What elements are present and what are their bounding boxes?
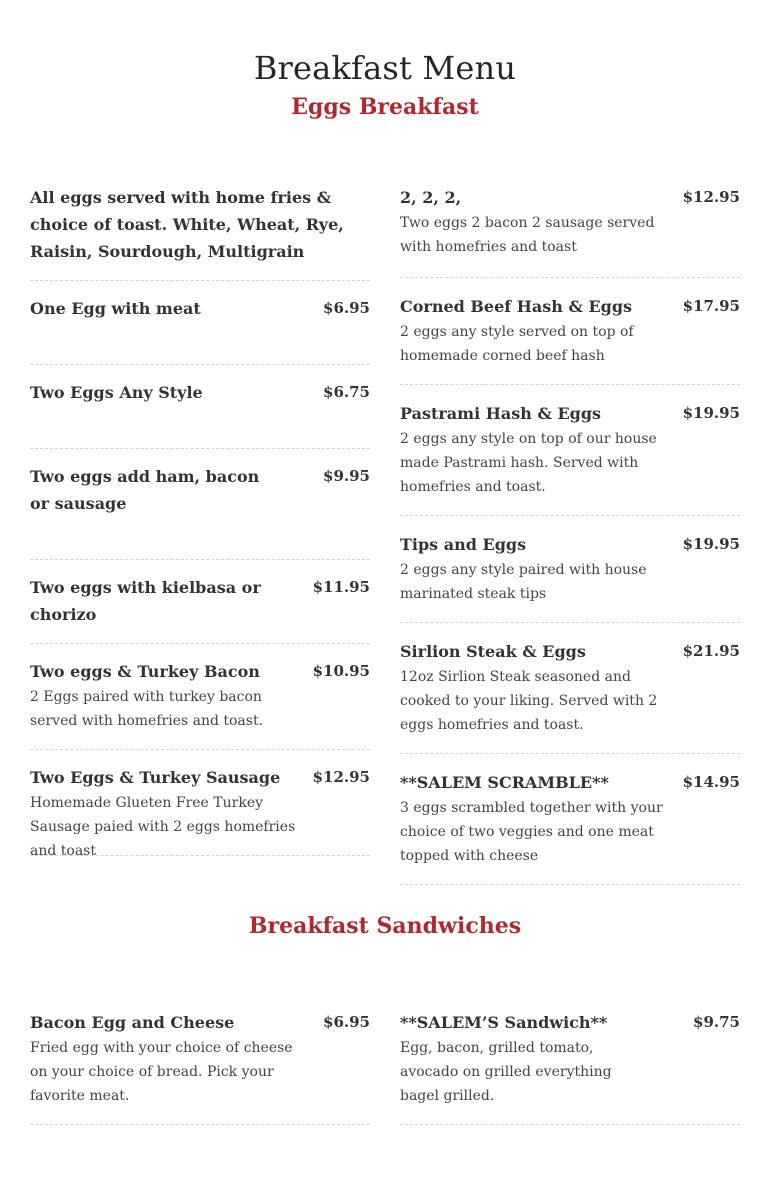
item-description: 3 eggs scrambled together with your choice of two veggies and one meat topped with cheese [400, 800, 663, 864]
item-price: $10.95 [312, 662, 370, 680]
sandwiches-right-column [400, 1009, 740, 1125]
item-name: Corned Beef Hash & Eggs [400, 297, 633, 316]
item-price: $6.95 [323, 299, 370, 317]
menu-item [30, 560, 370, 644]
item-price: $9.75 [693, 1013, 740, 1031]
item-description: 2 eggs any style served on top of homemade corned beef hash [400, 324, 634, 364]
eggs-note: All eggs served with home fries & choice of toast. White, Wheat, Rye, Raisin, Sourdough, Multigrain [30, 184, 370, 281]
item-price: $11.95 [312, 578, 370, 596]
menu-item [400, 754, 740, 885]
menu-item [30, 365, 370, 449]
item-description: 2 eggs any style paired with house marinated steak tips [400, 562, 647, 602]
menu-item [400, 184, 740, 278]
item-description: 2 eggs any style on top of our house made Pastrami hash. Served with homefries and toast. [400, 431, 657, 495]
menu-item [400, 1009, 740, 1125]
menu-item [30, 644, 370, 750]
item-name: Two eggs add ham, bacon or sausage [30, 467, 260, 513]
item-description: 12oz Sirlion Steak seasoned and cooked to your liking. Served with 2 eggs homefries and toast. [400, 669, 658, 733]
item-price: $19.95 [682, 404, 740, 422]
item-name: 2, 2, 2, [400, 188, 462, 207]
eggs-columns [0, 184, 770, 885]
eggs-left-column [30, 184, 370, 885]
item-description: Egg, bacon, grilled tomato, avocado on grilled everything bagel grilled. [400, 1040, 612, 1104]
section-title-sandwiches: Breakfast Sandwiches [248, 913, 522, 939]
item-price: $6.95 [323, 1013, 370, 1031]
item-price: $9.95 [323, 467, 370, 485]
section-title-eggs: Eggs Breakfast [291, 94, 479, 120]
sandwiches-left-column [30, 1009, 370, 1125]
item-name: Bacon Egg and Cheese [30, 1013, 235, 1032]
item-price: $6.75 [323, 383, 370, 401]
sandwiches-columns [0, 1009, 770, 1125]
menu-item [400, 385, 740, 516]
item-price: $12.95 [682, 188, 740, 206]
item-price: $21.95 [682, 642, 740, 660]
menu-item [30, 449, 370, 560]
menu-item [30, 281, 370, 365]
item-price: $14.95 [682, 773, 740, 791]
item-price: $17.95 [682, 297, 740, 315]
item-name: **SALEM’S Sandwich** [400, 1013, 608, 1032]
item-name: Tips and Eggs [400, 535, 527, 554]
item-name: Sirlion Steak & Eggs [400, 642, 586, 661]
item-name: Two Eggs & Turkey Sausage [30, 768, 281, 787]
menu-item [400, 623, 740, 754]
eggs-right-column [400, 184, 740, 885]
item-name: **SALEM SCRAMBLE** [400, 773, 609, 792]
item-name: Pastrami Hash & Eggs [400, 404, 602, 423]
menu-item [30, 1009, 370, 1125]
item-name: Two eggs & Turkey Bacon [30, 662, 260, 681]
menu-item [400, 278, 740, 385]
item-description: Two eggs 2 bacon 2 sausage served with homefries and toast [400, 215, 655, 255]
item-description: 2 Eggs paired with turkey bacon served with homefries and toast. [30, 689, 264, 729]
item-description: Fried egg with your choice of cheese on your choice of bread. Pick your favorite meat. [30, 1040, 293, 1104]
item-price: $12.95 [312, 768, 370, 786]
item-name: Two Eggs Any Style [30, 383, 203, 402]
item-description: Homemade Glueten Free Turkey Sausage paied with 2 eggs homefries and toast [30, 795, 296, 859]
item-name: One Egg with meat [30, 299, 201, 318]
item-name: Two eggs with kielbasa or chorizo [30, 578, 261, 624]
item-price: $19.95 [682, 535, 740, 553]
menu-item [400, 516, 740, 623]
menu-item [30, 750, 370, 859]
page-title: Breakfast Menu [253, 49, 517, 87]
